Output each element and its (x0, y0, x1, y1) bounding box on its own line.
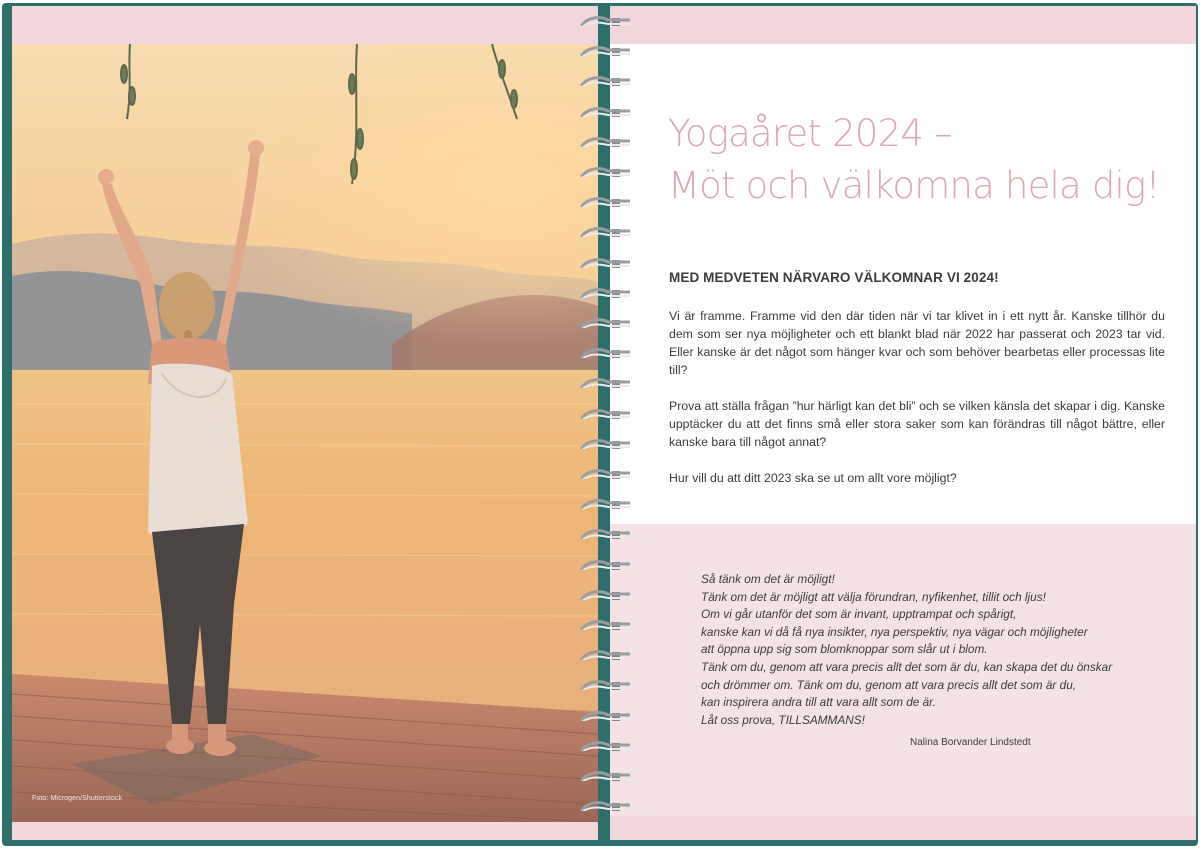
page-title (668, 108, 1168, 212)
poem (701, 571, 1161, 729)
title-line-1: Yogaåret 2024 – (668, 112, 952, 155)
poem-line: och drömmer om. Tänk om du, genom att vara precis allt det som är du, (701, 677, 1077, 692)
spiral-ring (578, 558, 630, 570)
body-text (669, 307, 1165, 487)
photo-illustration (12, 44, 598, 822)
spiral-ring (578, 497, 630, 509)
spiral-ring (578, 799, 630, 811)
spiral-ring (578, 467, 630, 479)
spiral-ring (578, 678, 630, 690)
spiral-ring (578, 618, 630, 630)
paragraph: Prova att ställa frågan ”hur härligt kan det bli” och se vilken känsla det skapar i dig. Kanske upptäcker du att det finns små eller stora saker som kan förändras till något bättre, eller kanske bara till något annat? (669, 399, 1165, 449)
spiral-ring (578, 527, 630, 539)
top-pink-band (610, 6, 1196, 44)
poem-line: att öppna upp sig som blomknoppar som slår ut i blom. (701, 642, 988, 657)
poem-line: kan inspirera andra till att vara allt som de är. (701, 695, 936, 710)
yoga-sunset-photo (12, 44, 598, 822)
spiral-ring (578, 316, 630, 328)
paragraph: Hur vill du att ditt 2023 ska se ut om allt vore möjligt? (669, 471, 957, 485)
spiral-ring (578, 44, 630, 56)
paragraph: Vi är framme. Framme vid den där tiden när vi tar klivet in i ett nytt år. Kanske tillhör du dem som ser nya möjligheter och ett blankt blad när 2022 har passerat och 2023 tar vid. Eller kanske är det något som hänger kvar och som behöver bearbetas eller processas lite till? (669, 309, 1165, 377)
spiral-ring (578, 14, 630, 26)
spiral-ring (578, 376, 630, 388)
left-page (12, 6, 598, 840)
spiral-ring (578, 588, 630, 600)
poem-line: Om vi går utanför det som är invant, upptrampat och spårigt, (701, 607, 1017, 622)
spiral-ring (578, 346, 630, 358)
spiral-ring (578, 437, 630, 449)
title-line-2: Möt och välkomna hela dig! (668, 164, 1160, 207)
spiral-ring (578, 769, 630, 781)
poem-author: Nalina Borvander Lindstedt (910, 737, 1031, 748)
bottom-pink-band (610, 816, 1196, 840)
spiral-ring (578, 407, 630, 419)
spiral-ring (578, 195, 630, 207)
spiral-ring (578, 648, 630, 660)
photo-credit: Foto: Microgen/Shutterstock (32, 795, 123, 802)
right-page (610, 6, 1196, 840)
spiral-binding (574, 0, 634, 850)
section-heading: MED MEDVETEN NÄRVARO VÄLKOMNAR VI 2024! (669, 270, 999, 285)
spiral-ring (578, 709, 630, 721)
spiral-ring (578, 135, 630, 147)
poem-line: Tänk om du, genom att vara precis allt det som är du, kan skapa det du önskar (701, 659, 1113, 674)
spiral-ring (578, 74, 630, 86)
poem-line: kanske kan vi då få nya insikter, nya perspektiv, nya vägar och möjligheter (701, 624, 1088, 639)
spiral-ring (578, 256, 630, 268)
spiral-ring (578, 286, 630, 298)
spiral-ring (578, 165, 630, 177)
spiral-ring (578, 739, 630, 751)
poem-line: Tänk om det är möjligt att välja förundran, nyfikenhet, tillit och ljus! (701, 589, 1046, 604)
spiral-ring (578, 105, 630, 117)
spiral-ring (578, 225, 630, 237)
poem-line: Så tänk om det är möjligt! (701, 572, 835, 586)
poem-line: Låt oss prova, TILLSAMMANS! (701, 712, 865, 727)
